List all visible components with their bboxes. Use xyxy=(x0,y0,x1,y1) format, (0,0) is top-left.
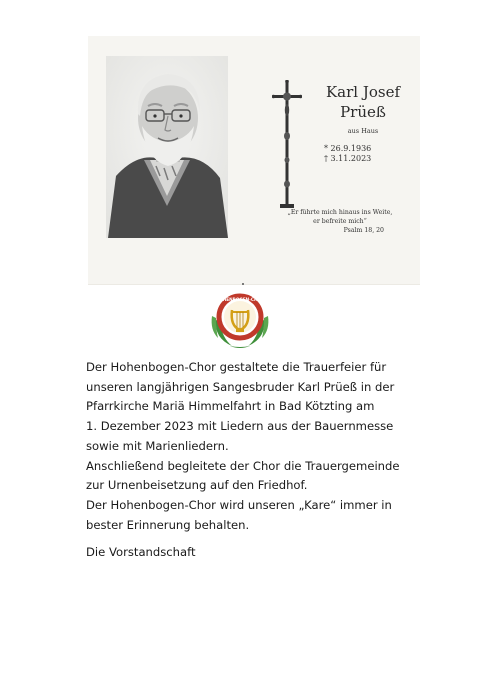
name-line-2: Prüeß xyxy=(340,103,386,121)
portrait-photo xyxy=(106,56,228,238)
death-date: † 3.11.2023 xyxy=(324,154,372,163)
cross-icon xyxy=(272,80,302,210)
deceased-name xyxy=(308,82,418,122)
body-line: zur Urnenbeisetzung auf den Friedhof. xyxy=(86,478,308,493)
origin-text: aus Haus xyxy=(347,127,379,135)
body-line: Pfarrkirche Mariä Himmelfahrt in Bad Kötzting am xyxy=(86,399,375,414)
body-line: Anschließend begleitete der Chor die Trauergemeinde xyxy=(86,458,400,473)
life-dates xyxy=(324,144,371,164)
quote-line-2: er befreite mich“ xyxy=(313,218,367,225)
psalm-quote xyxy=(274,208,406,235)
body-line: bester Erinnerung behalten. xyxy=(86,517,250,532)
signature: Die Vorstandschaft xyxy=(86,545,196,559)
body-line: Der Hohenbogen-Chor wird unseren „Kare“ immer in xyxy=(86,497,392,512)
quote-line-1: „Er führte mich hinaus ins Weite, xyxy=(287,209,393,216)
divider-dot xyxy=(242,283,244,285)
body-line: unseren langjährigen Sangesbruder Karl Prüeß in der xyxy=(86,379,395,394)
body-line: Der Hohenbogen-Chor gestaltete die Trauerfeier für xyxy=(86,360,387,374)
svg-text:HOHENBOGEN-CHOR: HOHENBOGEN-CHOR xyxy=(215,297,265,302)
obituary-card xyxy=(88,36,420,285)
choir-logo-icon xyxy=(208,290,272,350)
body-line: sowie mit Marienliedern. xyxy=(86,438,229,453)
body-text xyxy=(86,358,426,535)
birth-date: * 26.9.1936 xyxy=(324,144,372,153)
name-line-1: Karl Josef xyxy=(325,83,401,101)
body-line: 1. Dezember 2023 mit Liedern aus der Bauernmesse xyxy=(86,419,394,434)
quote-reference: Psalm 18, 20 xyxy=(343,227,384,234)
